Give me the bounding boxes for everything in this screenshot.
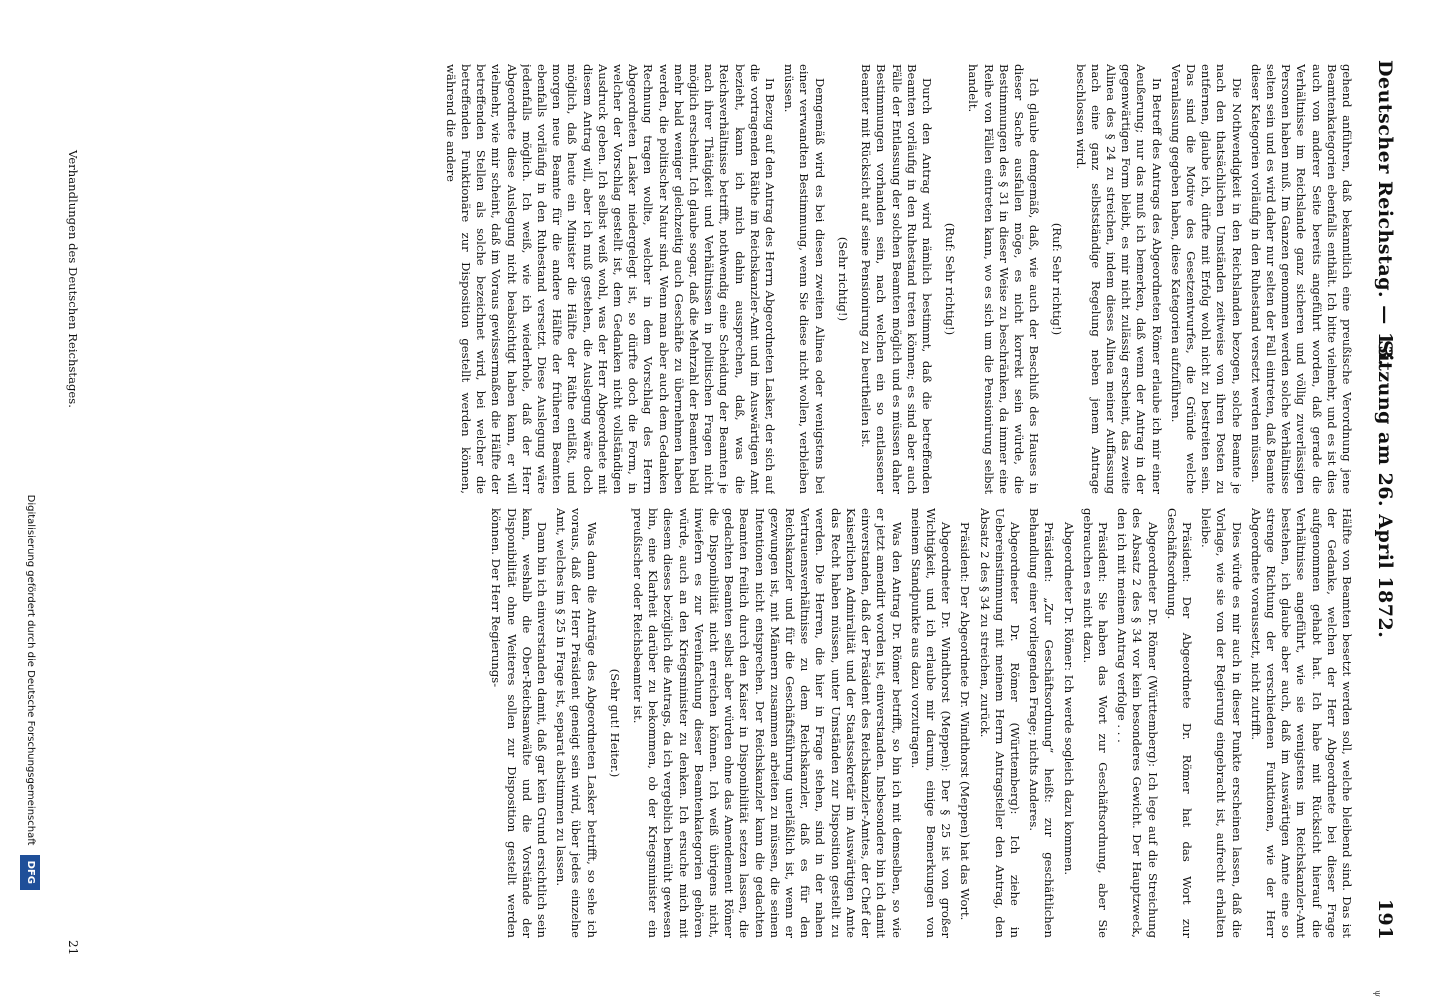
interjection: (Ruf: Sehr richtig!) (943, 222, 958, 336)
dfg-logo: DFG (20, 855, 40, 890)
paragraph: gehend anführen, daß bekanntlich eine preußische Verordnung jene Beamtenkategorien ebenfalls enthält. Ich bitte vielmehr, und es ist dies auch von anderer Seite bereits angeführt worden, daß gerade die Verhältnisse im Reichslande ganz sicheren und völlig zuverlässigen Personen haben muß. Im Ganzen genommen werden solche Verhältnisse selten sein und es wird daher nur selten der Fall eintreten, daß Beamte dieser Kategorien vorläufig in den Ruhestand versetzt werden müssen. (1248, 64, 1354, 494)
paragraph: Die Nothwendigkeit in den Reichslanden bezogen, solche Beamte je nach den thatsächlichen Umständen zeitweise von ihren Posten zu entfernen, glaube ich, dürfte mit Erfolg wohl nicht zu bestreiten sein. Das sind die Motive des Gesetzentwurfes, die Gründe welche Veranlassung gegeben haben, diese Kategorien aufzuführen. (1168, 64, 1244, 494)
speaker-paragraph: Präsident: „Zur Geschäftsordnung“ heißt: zur geschäftlichen Behandlung einer vorliegenden Frage; nichts Anderes. (1027, 508, 1057, 938)
speaker-paragraph: Abgeordneter Dr. Römer: Ich werde sogleich dazu kommen. (1061, 522, 1076, 876)
speaker-paragraph: Präsident: Sie haben das Wort zur Geschäftsordnung, aber Sie gebrauchen es nicht dazu. (1080, 508, 1110, 938)
digitization-notice (20, 130, 40, 890)
speaker-paragraph: Präsident: Der Abgeordnete Dr. Windthorst (Meppen) hat das Wort. (958, 522, 973, 921)
paragraph: Dies würde es mir auch in dieser Punkte erscheinen lassen, daß die Vorlage, wie sie von der Regierung eingebracht ist, aufrecht erhalten bleibe. (1199, 508, 1244, 938)
sheet-marker: 21 (66, 940, 80, 956)
interjection: (Sehr richtig!) (835, 236, 850, 322)
footer-title: Verhandlungen des Deutschen Reichstages. (66, 150, 80, 408)
paragraph: Ich glaube demgemäß, daß, wie auch der Beschluß des Hauses in dieser Sache ausfallen möge, es nicht korrekt sein würde, die Bestimmungen des § 31 in dieser Weise zu beschränken, da immer eine Reihe von Fällen eintreten kann, wo es sich um die Pensionirung selbst handelt. (966, 64, 1042, 494)
speaker-paragraph: Präsident: Der Abgeordnete Dr. Römer hat das Wort zur Geschäftsordnung. (1164, 508, 1194, 938)
header-left: Deutscher Reichstag. — 13. (1374, 60, 1396, 367)
digitization-text: Digitalisierung gefördert durch die Deutsche Forschungsgemeinschaft (25, 494, 36, 846)
speaker-paragraph: Abgeordneter Dr. Windthorst (Meppen): Der § 25 ist von großer Wichtigkeit, und ich erlaube mir darum, einige Bemerkungen von meinem Standpunkte aus dazu vorzutragen. (908, 508, 954, 938)
paragraph: In Betreff des Antrags des Abgeordneten Römer erlaube ich mir einer Aeußerung; nur das muß ich bemerken, daß wenn der Antrag in der gegenwärtigen Form bleibt, es mir nicht zulässig erscheint, das zweite Alinea des § 24 zu streichen, indem dieses Alinea meiner Auffassung nach eine ganz selbstständige Regelung neben jenem Antrage beschlossen wird. (1073, 64, 1164, 494)
page-number: 191 (1374, 898, 1396, 940)
interjection: (Ruf: Sehr richtig!) (1050, 222, 1065, 336)
interjection: (Sehr gut! Heiter.) (607, 668, 622, 778)
paragraph: Demgemäß wird es bei diesen zweiten Alinea oder wenigstens bei einer verwandten Bestimmung, wenn Sie diese nicht wollen, verbleiben müssen. (782, 64, 827, 494)
paragraph: Durch den Antrag wird nämlich bestimmt, daß die betreffenden Beamten vorläufig in den Ruhestand treten können; es sind aber auch Fälle der Entlassung der solchen Beamten möglich und es müssen daher Bestimmungen vorhanden sein, nach welchen ein so entlassener Beamter mit Rücksicht auf seine Pensionirung zu beurtheilen ist. (859, 64, 934, 494)
right-column (84, 508, 1354, 938)
left-column (84, 64, 1354, 494)
paragraph: Hälfte von Beamten besetzt werden soll, welche bleibend sind. Das ist der Gedanke, welchen der Herr Abgeordnete bei dieser Frage aufgenommen gehabt hat. Ich habe mit Rücksicht hierauf die Verhältnisse angeführt, wie sie wenigstens im Reichskanzler-Amt bestehen, ich glaube aber auch, daß im Auswärtigen Amte eine so strenge Richtung der verschiedenen Funktionen, wie der Herr Abgeordnete voraussetzt, nicht zutrifft. (1248, 508, 1354, 938)
stray-mark: ψ (1372, 990, 1382, 998)
page-header (1368, 60, 1396, 940)
speaker-paragraph: Abgeordneter Dr. Römer (Württemberg): Ich ziehe in Uebereinstimmung mit meinem Herrn Antragsteller den Antrag, den Absatz 2 des § 34 zu streichen, zurück. (977, 508, 1022, 938)
paragraph: Was dann die Anträge des Abgeordneten Lasker betrifft, so sehe ich voraus, daß der Herr Präsident geneigt sein wird, über jedes einzelne Amt, welches im § 25 in Frage ist, separat abstimmen zu lassen. (554, 508, 599, 938)
header-date: Sitzung am 26. April 1872. (1374, 340, 1396, 639)
speaker-paragraph: Abgeordneter Dr. Römer (Württemberg): Ich lege auf die Streichung des Absatz 2 des § 34 vor kein besonderes Gewicht. Der Hauptzweck, den ich mit meinem Antrag verfolge . . . (1115, 508, 1160, 938)
paragraph: Was den Antrag Dr. Römer betrifft, so bin ich mit demselben, so wie er jetzt amendirt worden ist, einverstanden. Insbesondere bin ich damit einverstanden, daß der Präsident des Reichskanzler-Amtes, der Chef der Kaiserlichen Admiralität und der Staatssekretär im Auswärtigen Amte das Recht haben müssen, unter Umständen zur Disposition gestellt zu werden. Die Herren, die hier in Frage stehen, sind in der nahen Vertrauensverhältnisse zu dem Reichskanzler, daß es für den Reichskanzler und für die Geschäftsführung unerläßlich ist, wenn er gezwungen ist, mit Männern zusammen arbeiten zu müssen, die seinen Intentionen nicht entsprechen. Der Reichskanzler kann die gedachten Beamten freilich durch den Kaiser in Disponibilität setzen lassen, die gedachten Beamten selbst aber würden ohne das Amendement Römer die Disponibilität nicht erreichen können. Ich weiß übrigens nicht, inwiefern es zur Vereinfachung dieser Beamtenkategorien gehören würde, auch an den Kriegsminister zu denken. Ich ersuche mich mit diesem dieses bezüglich die Antrags, da ich vergeblich bemüht gewesen bin, eine Klarheit darüber zu bekommen, ob der Kriegsminister ein preußischer oder Reichsbeamter ist. (631, 508, 904, 938)
paragraph: In Bezug auf den Antrag des Herrn Abgeordneten Lasker, der sich auf die vortragenden Räthe im Reichskanzler-Amt und im Auswärtigen Amt bezieht, kann ich mich dahin aussprechen, daß, was die Reichsverhältnisse betrifft, nothwendig eine Scheidung der Beamten je nach ihrer Thätigkeit und Verhältnissen in politischen Fragen nicht möglich erscheint. Ich glaube sogar, daß die Mehrzahl der Beamten bald mehr bald weniger gleichzeitig auch Geschäfte zu übernehmen haben werden, die politischer Natur sind. Wenn man aber auch dem Gedanken Rechnung tragen wollte, welcher in dem Vorschlag des Herrn Abgeordneten Lasker niedergelegt ist, so dürfte doch die Form, in welcher der Vorschlag gestellt ist, dem Gedanken nicht vollständigen Ausdruck geben. Ich selbst weiß wohl, was der Herr Abgeordnete mit diesem Antrag will, aber ich muß gestehen, die Auslegung wäre doch möglich, daß heute ein Minister die Hälfte der Räthe entläßt, und morgen neue Beamte für die andere Hälfte der früheren Beamten ebenfalls vorläufig in den Ruhestand versetzt. Diese Auslegung wäre jedenfalls möglich. Ich weiß, wie ich wiederhole, daß der Herr Abgeordnete diese Auslegung nicht beabsichtigt haben kann, er will vielmehr, wie mir scheint, daß im Voraus gewissermaßen die Hälfte der betreffenden Stellen als solche bezeichnet wird, bei welcher die betreffenden Funktionäre zur Disposition gestellt werden können, während die andere (443, 64, 778, 494)
paragraph: Dann bin ich einverstanden damit, daß gar kein Grund ersichtlich sein kann, weshalb die Ober-Reichsanwälte und die Vorstände der Disponibilität ohne Weiteres sollen zur Disposition gestellt werden können. Der Herr Regierungs- (489, 508, 550, 938)
